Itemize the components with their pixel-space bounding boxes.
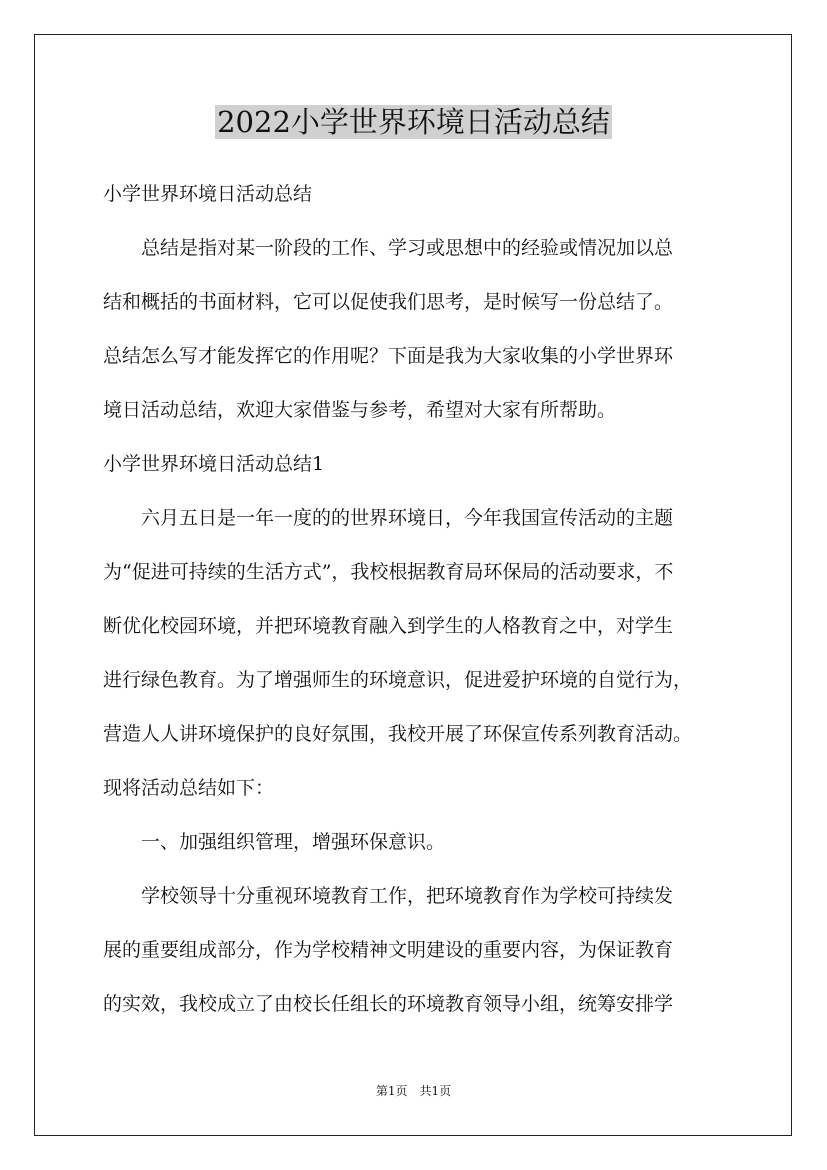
body-line: 营造人人讲环境保护的良好氛围，我校开展了环保宣传系列教育活动。	[103, 723, 693, 745]
body-line: 总结是指对某一阶段的工作、学习或思想中的经验或情况加以总	[103, 237, 674, 259]
body-line: 展的重要组成部分，作为学校精神文明建设的重要内容，为保证教育	[103, 939, 674, 961]
body-line: 总结怎么写才能发挥它的作用呢？下面是我为大家收集的小学世界环	[103, 345, 674, 367]
document-title-text: 2022小学世界环境日活动总结	[217, 105, 610, 139]
body-line: 结和概括的书面材料，它可以促使我们思考，是时候写一份总结了。	[103, 291, 674, 313]
body-line: 进行绿色教育。为了增强师生的环境意识，促进爱护环境的自觉行为，	[103, 669, 693, 691]
body-line: 学校领导十分重视环境教育工作，把环境教育作为学校可持续发	[103, 885, 674, 907]
body-line: 现将活动总结如下：	[103, 777, 275, 799]
body-line: 境日活动总结，欢迎大家借鉴与参考，希望对大家有所帮助。	[103, 399, 617, 421]
body-line: 为“促进可持续的生活方式”，我校根据教育局环保局的活动要求，不	[103, 561, 674, 583]
subtitle-line: 小学世界环境日活动总结	[103, 183, 313, 205]
body-line: 断优化校园环境，并把环境教育融入到学生的人格教育之中，对学生	[103, 615, 674, 637]
section-heading: 小学世界环境日活动总结1	[103, 453, 325, 475]
body-line: 的实效，我校成立了由校长任组长的环境教育领导小组，统筹安排学	[103, 993, 674, 1015]
subsection-heading: 一、加强组织管理，增强环保意识。	[103, 831, 446, 853]
document-title	[0, 102, 827, 142]
page-footer: 第1页 共1页	[375, 1084, 452, 1098]
body-line: 六月五日是一年一度的的世界环境日，今年我国宣传活动的主题	[103, 507, 674, 529]
